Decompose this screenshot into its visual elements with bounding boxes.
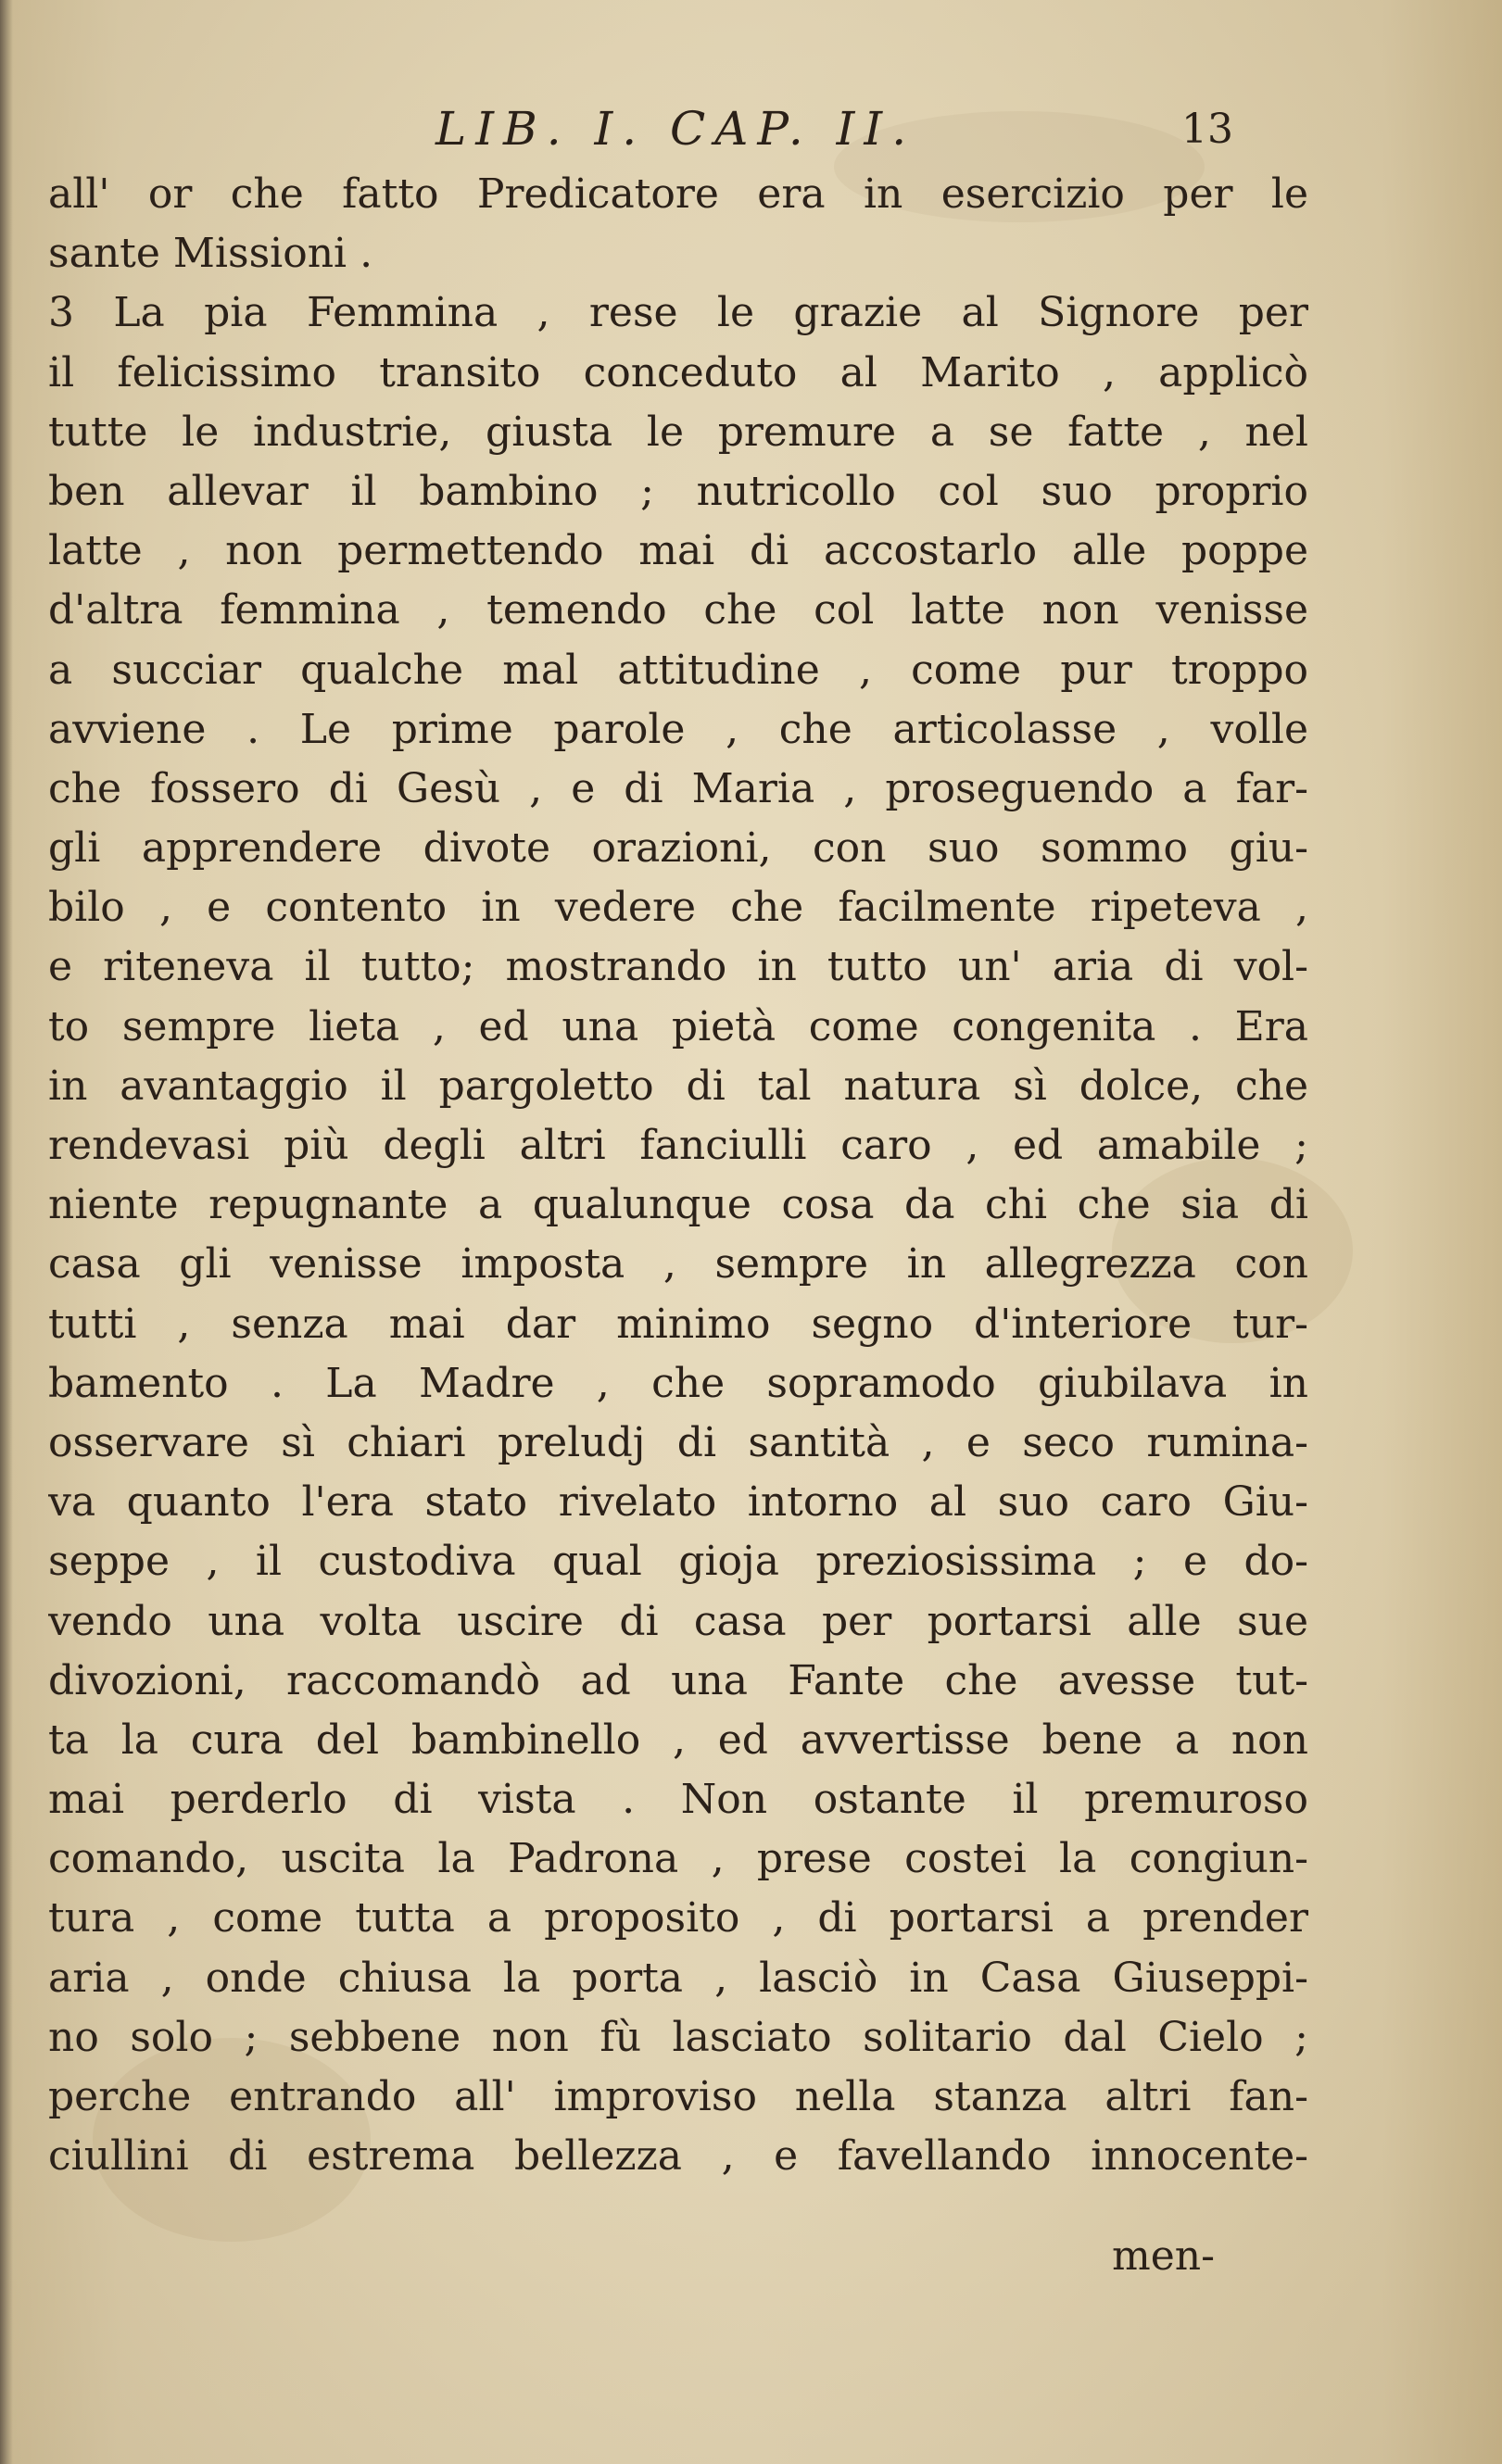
text-line: perche entrando all' improviso nella stanza altri fan- (48, 2073, 1308, 2120)
text-line: gli apprendere divote orazioni, con suo sommo giu- (48, 824, 1308, 873)
text-line: osservare sì chiari preludj di santità , e seco rumina- (48, 1418, 1308, 1466)
text-line: sante Missioni . (48, 230, 373, 278)
text-line: a succiar qualche mal attitudine , come pur troppo (48, 646, 1308, 694)
text-line: avviene . Le prime parole , che articolasse , volle (48, 705, 1308, 753)
text-line: il felicissimo transito conceduto al Marito , applicò (48, 348, 1308, 396)
text-line: comando, uscita la Padrona , prese costei la congiun- (48, 1835, 1308, 1883)
text-line: che fossero di Gesù , e di Maria , proseguendo a far- (48, 764, 1308, 812)
text-line: 3 La pia Femmina , rese le grazie al Signore per (48, 289, 1308, 337)
text-line: mai perderlo di vista . Non ostante il premuroso (48, 1776, 1308, 1824)
text-line: seppe , il custodiva qual gioja preziosissima ; e do- (48, 1538, 1308, 1586)
running-head-title: LIB. I. CAP. II. (435, 102, 916, 156)
text-line: vendo una volta uscire di casa per portarsi alle sue (48, 1597, 1308, 1645)
text-line: tura , come tutta a proposito , di portarsi a prender (48, 1894, 1308, 1942)
text-line: no solo ; sebbene non fù lasciato solitario dal Cielo ; (48, 2013, 1308, 2061)
text-line: in avantaggio il pargoletto di tal natura sì dolce, che (48, 1062, 1308, 1110)
text-line: all' or che fatto Predicatore era in esercizio per le (48, 170, 1308, 218)
text-line: ciullini di estrema bellezza , e favellando innocente- (48, 2132, 1308, 2181)
text-line: divozioni, raccomandò ad una Fante che avesse tut- (48, 1656, 1308, 1704)
page-gutter (0, 0, 13, 2464)
text-line: niente repugnante a qualunque cosa da chi che sia di (48, 1181, 1308, 1229)
text-line: rendevasi più degli altri fanciulli caro , ed amabile ; (48, 1122, 1308, 1169)
text-line: bilo , e contento in vedere che facilmente ripeteva , (48, 884, 1308, 932)
body-text (48, 165, 1345, 2186)
text-line: casa gli venisse imposta , sempre in allegrezza con (48, 1240, 1308, 1289)
text-line: tutte le industrie, giusta le premure a se fatte , nel (48, 408, 1308, 456)
text-line: d'altra femmina , temendo che col latte non venisse (48, 586, 1308, 635)
text-line: latte , non permettendo mai di accostarlo alle poppe (48, 527, 1308, 575)
text-line: aria , onde chiusa la porta , lasciò in Casa Giuseppi- (48, 1954, 1308, 2002)
text-line: ta la cura del bambinello , ed avvertisse bene a non (48, 1716, 1308, 1764)
text-line: va quanto l'era stato rivelato intorno al suo caro Giu- (48, 1478, 1308, 1527)
page-number: 13 (1181, 106, 1233, 153)
text-line: e riteneva il tutto; mostrando in tutto un' aria di vol- (48, 943, 1308, 991)
text-line: ben allevar il bambino ; nutricollo col suo proprio (48, 467, 1308, 515)
text-line: tutti , senza mai dar minimo segno d'interiore tur- (48, 1300, 1308, 1348)
text-line: to sempre lieta , ed una pietà come congenita . Era (48, 1002, 1308, 1050)
catchword: men- (1112, 2232, 1215, 2280)
text-line: bamento . La Madre , che sopramodo giubilava in (48, 1359, 1308, 1407)
